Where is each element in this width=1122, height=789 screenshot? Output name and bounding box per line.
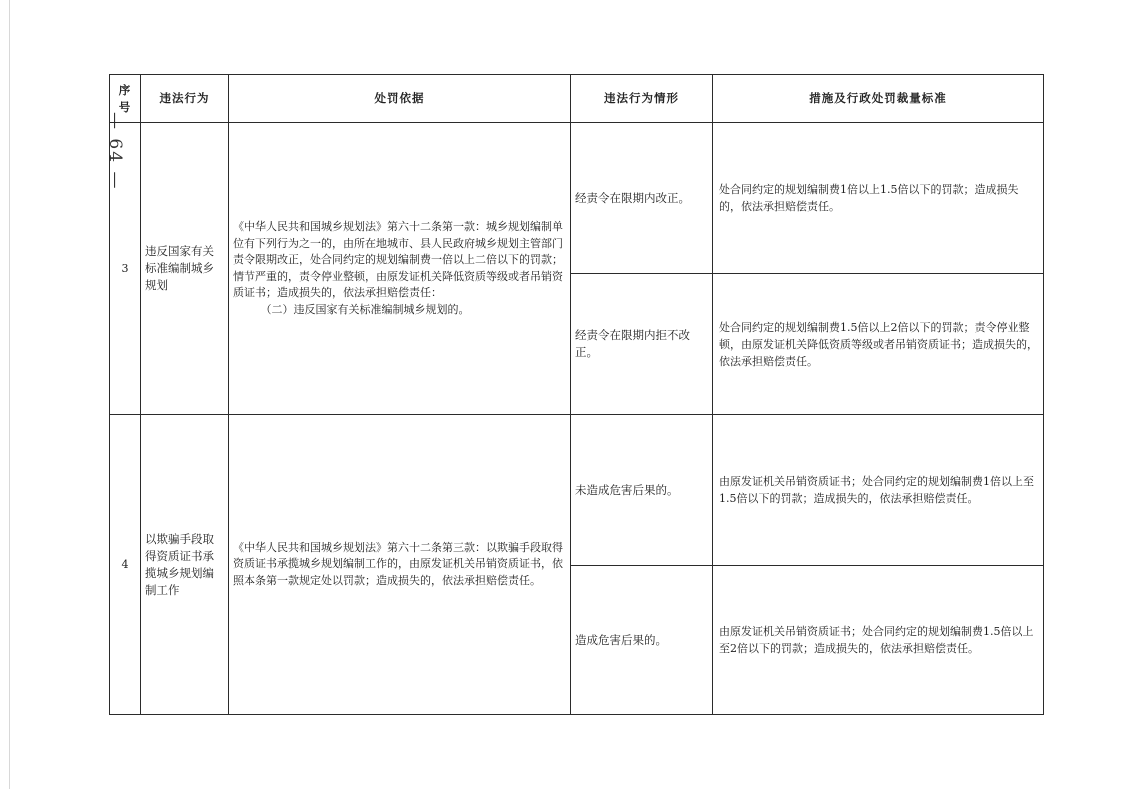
header-violation: 违法行为 [141,75,229,123]
row-measure: 处合同约定的规划编制费1.5倍以上2倍以下的罚款；责令停业整顿，由原发证机关降低资质等级或者吊销资质证书；造成损失的，依法承担赔偿责任。 [713,274,1044,415]
table-row [110,415,1044,566]
row-circumstance: 未造成危害后果的。 [571,415,713,566]
table-header-row [110,75,1044,123]
row-measure: 处合同约定的规划编制费1倍以上1.5倍以下的罚款；造成损失的，依法承担赔偿责任。 [713,123,1044,274]
page-number: — 64 — [105,112,125,191]
row-measure: 由原发证机关吊销资质证书；处合同约定的规划编制费1倍以上至1.5倍以下的罚款；造成损失的，依法承担赔偿责任。 [713,415,1044,566]
table-row [110,123,1044,274]
row-basis-text: 《中华人民共和国城乡规划法》第六十二条第一款：城乡规划编制单位有下列行为之一的，由所在地城市、县人民政府城乡规划主管部门责令限期改正，处合同约定的规划编制费一倍以上二倍以下的罚款；情节严重的，责令停业整顿，由原发证机关降低资质等级或者吊销资质证书；造成损失的，依法承担赔偿责任： [233,220,563,299]
header-circumstance: 违法行为情形 [571,75,713,123]
row-seq: 4 [110,415,141,715]
header-measures: 措施及行政处罚裁量标准 [713,75,1044,123]
row-circumstance: 经责令在限期内改正。 [571,123,713,274]
penalty-standards-table [109,74,1044,715]
row-violation: 违反国家有关标准编制城乡规划 [141,123,229,415]
row-violation: 以欺骗手段取得资质证书承揽城乡规划编制工作 [141,415,229,715]
binding-line [9,0,10,789]
row-basis-text: 《中华人民共和国城乡规划法》第六十二条第三款：以欺骗手段取得资质证书承揽城乡规划编制工作的，由原发证机关吊销资质证书，依照本条第一款规定处以罚款；造成损失的，依法承担赔偿责任。 [233,540,563,587]
row-basis-item: （二）违反国家有关标准编制城乡规划的。 [260,302,470,316]
row-circumstance: 经责令在限期内拒不改正。 [571,274,713,415]
row-basis-cell [229,415,571,715]
row-basis-cell [229,123,571,415]
row-circumstance: 造成危害后果的。 [571,566,713,715]
header-basis: 处罚依据 [229,75,571,123]
row-seq: 3 [110,123,141,415]
row-measure: 由原发证机关吊销资质证书；处合同约定的规划编制费1.5倍以上至2倍以下的罚款；造成损失的，依法承担赔偿责任。 [713,566,1044,715]
header-seq: 序号 [110,75,141,123]
